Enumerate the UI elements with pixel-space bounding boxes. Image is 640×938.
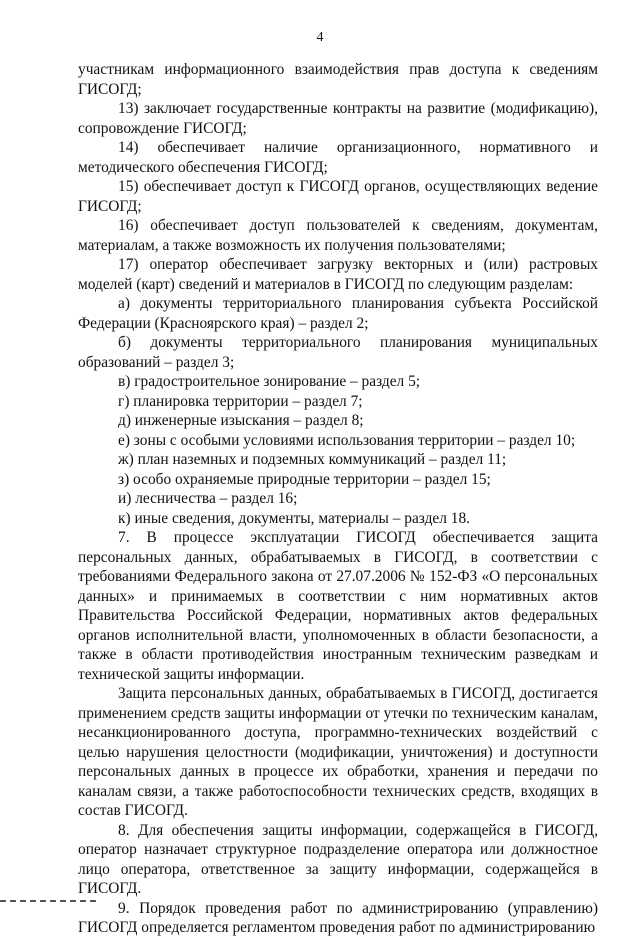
document-body — [78, 60, 598, 938]
list-item: ж) план наземных и подземных коммуникаций – раздел 11; — [118, 451, 507, 468]
paragraph: 14) обеспечивает наличие организационного, нормативного и методического обеспечения ГИСОГД; — [78, 139, 598, 176]
paragraph: 17) оператор обеспечивает загрузку векторных и (или) растровых моделей (карт) сведений и материалов в ГИСОГД по следующим разделам: — [78, 256, 598, 293]
paragraph: Защита персональных данных, обрабатываемых в ГИСОГД, достигается применением средств защиты информации от утечки по техническим каналам, несанкционированного доступа, программно-технических воздействий с целью нарушения целостности (модификации, уничтожения) и доступности персональных данных в процессе их обработки, хранения и передачи по каналам связи, а также работоспособности технических средств, входящих в состав ГИСОГД. — [78, 685, 598, 819]
list-item: е) зоны с особыми условиями использования территории – раздел 10; — [118, 431, 576, 449]
list-item: к) иные сведения, документы, материалы – раздел 18. — [118, 509, 471, 527]
paragraph: участникам информационного взаимодействия прав доступа к сведениям ГИСОГД; — [78, 61, 598, 98]
paragraph: 7. В процессе эксплуатации ГИСОГД обеспечивается защита персональных данных, обрабатываемых в ГИСОГД, в соответствии с требованиями Федерального закона от 27.07.2006 № 152-ФЗ «О персональных данных» и принимаемых в соответствии с ним нормативных актов Правительства Российской Федерации, нормативных актов федеральных органов исполнительной власти, уполномоченных в области безопасности, а также в области противодействия иностранным техническим разведкам и технической защиты информации. — [78, 529, 598, 683]
list-item: з) особо охраняемые природные территории – раздел 15; — [118, 470, 491, 488]
list-item: б) документы территориального планирования муниципальных образований – раздел 3; — [78, 334, 598, 371]
paragraph: 15) обеспечивает доступ к ГИСОГД органов, осуществляющих ведение ГИСОГД; — [78, 178, 598, 215]
list-item: а) документы территориального планирования субъекта Российской Федерации (Красноярского края) – раздел 2; — [78, 295, 598, 332]
paragraph: 9. Порядок проведения работ по администрированию (управлению) ГИСОГД определяется регламентом проведения работ по администрированию — [78, 899, 598, 936]
list-item: г) планировка территории – раздел 7; — [118, 392, 363, 410]
paragraph: 8. Для обеспечения защиты информации, содержащейся в ГИСОГД, оператор назначает структурное подразделение оператора или должностное лицо оператора, ответственное за защиту информации, содержащейся в ГИСОГД. — [78, 821, 598, 897]
paragraph: 13) заключает государственные контракты на развитие (модификацию), сопровождение ГИСОГД; — [78, 100, 598, 137]
list-item: д) инженерные изыскания – раздел 8; — [118, 412, 364, 429]
list-item: и) лесничества – раздел 16; — [118, 490, 298, 507]
list-item: в) градостроительное зонирование – раздел 5; — [118, 373, 421, 390]
page-number: 4 — [316, 30, 324, 45]
paragraph: 16) обеспечивает доступ пользователей к сведениям, документам, материалам, а также возможность их получения пользователями; — [78, 217, 598, 254]
footer-divider — [0, 900, 96, 905]
